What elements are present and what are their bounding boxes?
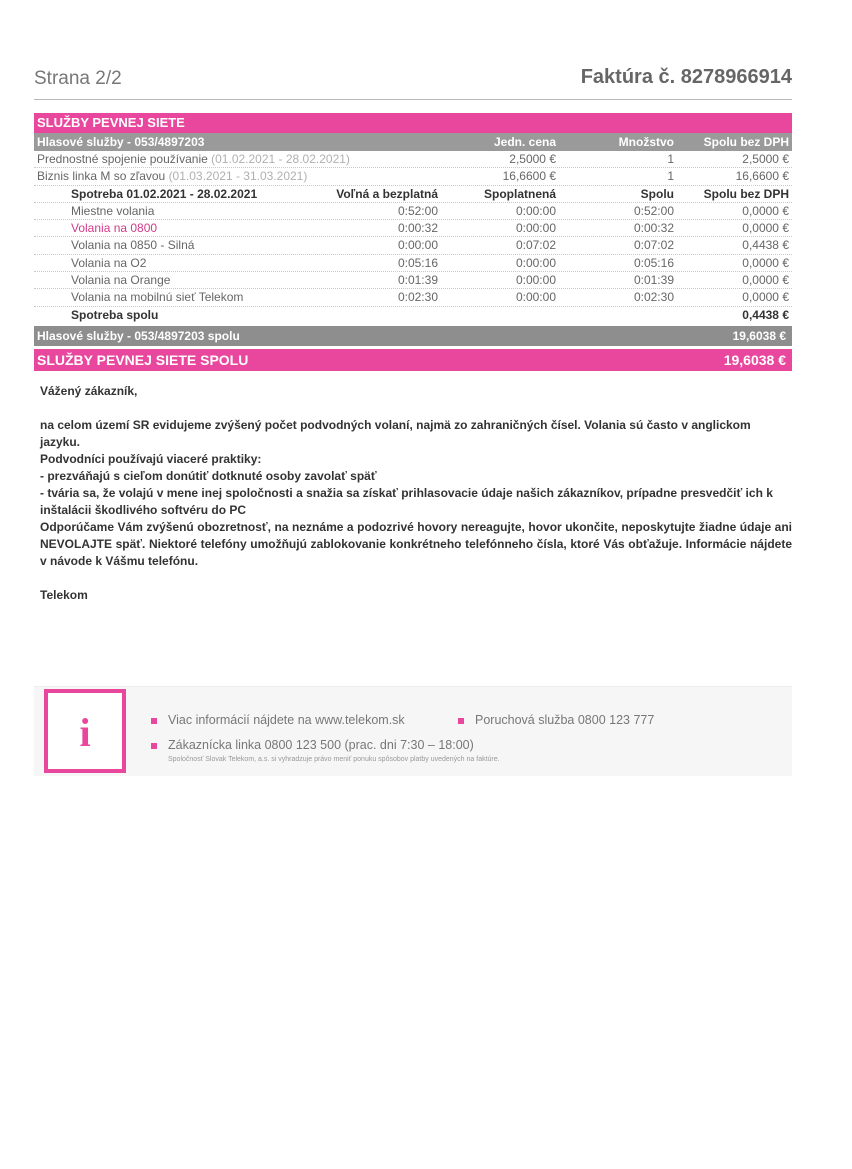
- fault-line: Poruchová služba 0800 123 777: [475, 713, 655, 727]
- services-table: [34, 113, 792, 371]
- page-number: Strana 2/2: [34, 68, 122, 89]
- customer-line: Zákaznícka linka 0800 123 500 (prac. dni 7:30 – 18:00): [168, 738, 474, 752]
- group-total: [34, 326, 792, 346]
- message-paragraph: Podvodníci používajú viaceré praktiky:: [40, 452, 262, 466]
- usage-name: Volania na O2: [71, 255, 147, 270]
- bullet-icon: [151, 718, 157, 724]
- usage-free: 0:01:39: [397, 273, 438, 288]
- section-total-label: SLUŽBY PEVNEJ SIETE SPOLU: [37, 351, 249, 368]
- group-total-value: 19,6038 €: [732, 328, 786, 343]
- usage-name: Volania na Orange: [71, 273, 171, 288]
- col-unit-price: Jedn. cena: [493, 135, 556, 149]
- table-row: [34, 151, 792, 168]
- more-info-link: Viac informácií nájdete na www.telekom.sk: [168, 713, 405, 727]
- usage-total: 0,4438 €: [742, 238, 789, 253]
- info-letter: i: [79, 710, 91, 755]
- usage-sum: 0:02:30: [633, 290, 674, 305]
- group-header: [34, 133, 792, 151]
- item-period: (01.03.2021 - 31.03.2021): [168, 169, 308, 184]
- table-row: [34, 255, 792, 272]
- usage-sum: 0:01:39: [633, 273, 674, 288]
- message-paragraph: - tvária sa, že volajú v mene inej spoločnosti a snažia sa získať prihlasovacie údaje našich zákazníkov, prípadne presvedčiť ich k inštalácii škodlivého softvéru do PC: [40, 486, 773, 517]
- usage-name: Volania na 0800: [71, 221, 158, 236]
- usage-paid: 0:00:00: [515, 203, 556, 218]
- col-usage-total: Spolu bez DPH: [703, 186, 789, 201]
- usage-total: 0,0000 €: [742, 255, 789, 270]
- item-unit-price: 16,6600 €: [502, 169, 556, 184]
- table-row: [34, 220, 792, 237]
- item-total: 2,5000 €: [742, 152, 789, 166]
- signature: Telekom: [40, 588, 88, 602]
- col-paid: Spoplatnená: [483, 186, 556, 201]
- usage-header: [34, 186, 792, 203]
- section-title: SLUŽBY PEVNEJ SIETE: [34, 113, 792, 133]
- usage-sum-label: Spotreba spolu: [71, 307, 159, 322]
- item-quantity: 1: [667, 169, 674, 184]
- usage-paid: 0:00:00: [515, 221, 556, 236]
- usage-free: 0:05:16: [397, 255, 438, 270]
- usage-paid: 0:00:00: [515, 290, 556, 305]
- item-quantity: 1: [667, 152, 674, 166]
- col-quantity: Množstvo: [618, 135, 674, 149]
- col-sum: Spolu: [640, 186, 674, 201]
- col-total: Spolu bez DPH: [703, 135, 789, 149]
- table-row: [34, 203, 792, 220]
- table-row: [34, 168, 792, 185]
- usage-paid: 0:00:00: [515, 273, 556, 288]
- usage-free: 0:02:30: [397, 290, 438, 305]
- usage-sum: 0:00:32: [633, 221, 674, 236]
- table-row: [34, 237, 792, 254]
- usage-free: 0:00:32: [397, 221, 438, 236]
- info-icon: [44, 689, 126, 773]
- usage-sum: 0:07:02: [633, 238, 674, 253]
- usage-total: 0,0000 €: [742, 203, 789, 218]
- invoice-number: Faktúra č. 8278966914: [580, 66, 792, 88]
- message-paragraph: - prezváňajú s cieľom donútiť dotknuté osoby zavolať späť: [40, 469, 377, 483]
- usage-sum-value: 0,4438 €: [742, 307, 789, 322]
- col-free: Voľná a bezplatná: [336, 186, 438, 201]
- page-header: [34, 66, 792, 100]
- table-row: [34, 289, 792, 306]
- usage-sum: 0:52:00: [633, 203, 674, 218]
- usage-name: Volania na 0850 - Silná: [71, 238, 195, 253]
- customer-message: [40, 383, 792, 604]
- table-row: [34, 272, 792, 289]
- usage-free: 0:52:00: [397, 203, 438, 218]
- usage-name: Volania na mobilnú sieť Telekom: [71, 290, 244, 305]
- message-paragraph: Odporúčame Vám zvýšenú obozretnosť, na neznáme a podozrivé hovory nereagujte, hovor ukončite, neposkytujte žiadne údaje ani NEVOLAJTE späť. Niektoré telefóny umožňujú zablokovanie konkrétneho telefónneho čísla, ktoré Vás obťažuje. Informácie nájdete v návode k Vášmu telefónu.: [40, 520, 792, 568]
- usage-paid: 0:00:00: [515, 255, 556, 270]
- usage-total: 0,0000 €: [742, 221, 789, 236]
- section-total-value: 19,6038 €: [723, 351, 786, 368]
- usage-total: 0,0000 €: [742, 273, 789, 288]
- item-name: Prednostné spojenie používanie: [37, 152, 208, 166]
- bullet-icon: [458, 718, 464, 724]
- message-paragraph: na celom území SR evidujeme zvýšený počet podvodných volaní, najmä zo zahraničných čísel. Volania sú často v anglickom jazyku.: [40, 418, 751, 449]
- item-period: (01.02.2021 - 28.02.2021): [211, 152, 350, 166]
- item-name: Biznis linka M so zľavou: [37, 169, 166, 184]
- usage-free: 0:00:00: [397, 238, 438, 253]
- usage-sum-row: [34, 307, 792, 324]
- usage-paid: 0:07:02: [515, 238, 556, 253]
- item-unit-price: 2,5000 €: [509, 152, 556, 166]
- bullet-icon: [151, 743, 157, 749]
- item-total: 16,6600 €: [735, 169, 789, 184]
- usage-title: Spotreba 01.02.2021 - 28.02.2021: [71, 186, 258, 201]
- fine-print: Spoločnosť Slovak Telekom, a.s. si vyhradzuje právo meniť ponuku spôsobov platby uvedených na faktúre.: [168, 756, 500, 763]
- info-panel: [34, 686, 792, 776]
- usage-name: Miestne volania: [71, 203, 155, 218]
- section-total: [34, 349, 792, 371]
- usage-sum: 0:05:16: [633, 255, 674, 270]
- group-total-label: Hlasové služby - 053/4897203 spolu: [37, 328, 240, 343]
- group-title: Hlasové služby - 053/4897203: [37, 135, 205, 149]
- greeting: Vážený zákazník,: [40, 384, 138, 398]
- usage-total: 0,0000 €: [742, 290, 789, 305]
